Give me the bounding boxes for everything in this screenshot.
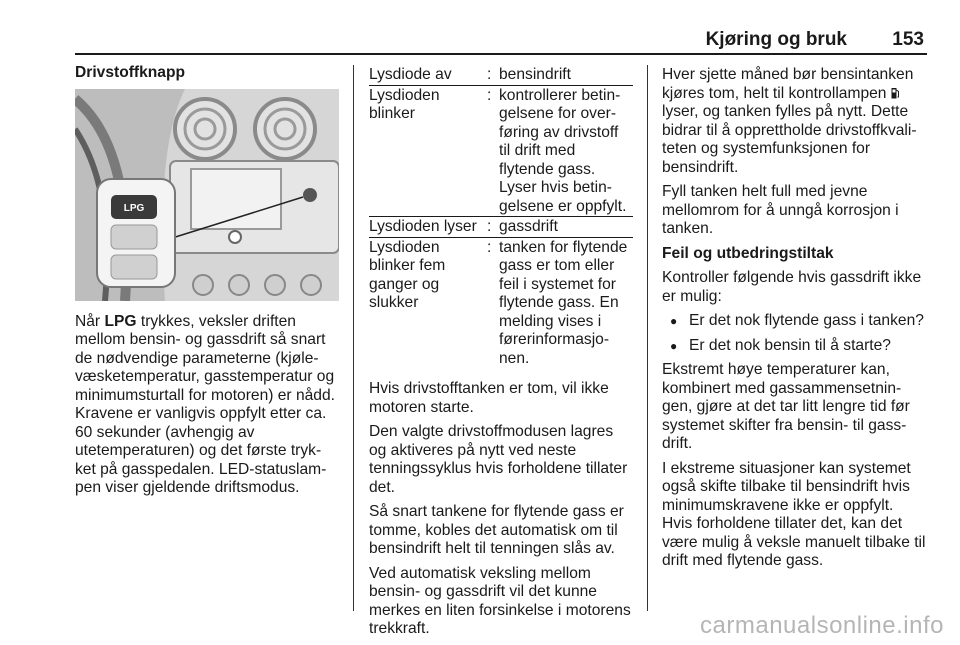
- paragraph: Fyll tanken helt full med jevne mellomrom for å unngå korrosjon i tanken.: [662, 183, 899, 237]
- para-text-after: trykkes, veksler driften mellom bensin- og gassdrift så snart de nødvendige parameterne (kjøle-væsketemperatur, gasstemperatur og minimumsturtall for motoren) er nådd. Kravene er vanligvis oppfylt etter ca. 60 sekunder (avhengig av utetemperaturen) og det første tryk-ket på gasspedalen. LED-statuslam-pen viser gjeldende driftsmodus.: [75, 312, 335, 496]
- header-rule: [75, 53, 927, 55]
- fuel-pump-icon: [891, 87, 900, 99]
- led-meaning: tanken for flytende gass er tom eller feil i systemet for flytende gass. En melding vises i førerinformasjo-nen.: [499, 238, 628, 367]
- column-divider-2: [647, 65, 648, 611]
- table-row: Lysdioden lyser : gassdrift: [369, 217, 633, 238]
- dashboard-drawing: [75, 89, 339, 301]
- led-meaning: gassdrift: [499, 217, 633, 238]
- paragraph: Den valgte drivstoffmodusen lagres og aktiveres på nytt ved neste tenningssyklus hvis forholdene tillater det.: [369, 423, 628, 496]
- lpg-description: [75, 313, 341, 498]
- column-2: [369, 66, 633, 645]
- led-meaning: kontrollerer betin-gelsene for over-føring av drivstoff til drift med flytende gass. Lyser hvis betin-gelsene er oppfylt.: [499, 85, 633, 217]
- led-state: Lysdioden blinker fem ganger og slukker: [369, 238, 446, 311]
- paragraph: [662, 66, 928, 177]
- watermark: carmanualsonline.info: [700, 612, 944, 639]
- led-state: Lysdioden lyser: [369, 217, 487, 238]
- list-item: ● Er det nok flytende gass i tanken?: [662, 312, 928, 331]
- led-meaning: bensindrift: [499, 66, 633, 85]
- paragraph: Ved automatisk veksling mellom bensin- og gassdrift vil det kunne merkes en liten forsinkelse i motorens trekkraft.: [369, 564, 631, 637]
- lpg-bold-term: LPG: [104, 312, 137, 330]
- chapter-title: Kjøring og bruk: [705, 29, 847, 50]
- check-list: [662, 312, 928, 355]
- paragraph: I ekstreme situasjoner kan systemet også skifte tilbake til bensindrift hvis minimumskravene ikke er oppfylt. Hvis forholdene tillater det, kan det være mulig å veksle manuelt tilbake til drift med flytende gass.: [662, 459, 926, 569]
- para-text-before: Når: [75, 312, 105, 330]
- led-state: Lysdiode av: [369, 66, 487, 85]
- paragraph: Hvis drivstofftanken er tom, vil ikke motoren starte.: [369, 380, 609, 416]
- para-text-after: lyser, og tanken fylles på nytt. Dette bidrar til å opprettholde drivstoffkvali-teten og systemfunksjonen for bensindrift.: [662, 103, 917, 176]
- table-row: Lysdioden blinker : kontrollerer betin-gelsene for over-føring av drivstoff til drift med flytende gass. Lyser hvis betin-gelsene er oppfylt.: [369, 85, 633, 217]
- paragraph: Så snart tankene for flytende gass er tomme, kobles det automatisk om til bensindrift helt til tenningen slås av.: [369, 503, 624, 557]
- led-state: Lysdioden blinker: [369, 85, 487, 217]
- paragraph: Ekstremt høye temperaturer kan, kombinert med gassammensetnin-gen, gjøre at det tar litt lengre tid før systemet skifter fra bensin- til gass-drift.: [662, 361, 910, 452]
- led-status-table: [369, 66, 633, 368]
- column-1: [75, 64, 341, 504]
- para-text-before: Hver sjette måned bør bensintanken kjøres tom, helt til kontrollampen: [662, 66, 914, 102]
- table-row: Lysdioden blinker fem ganger og slukker : tanken for flytende gass er tom eller feil i systemet for flytende gass. En melding vises i førerinformasjo-nen.: [369, 237, 633, 368]
- column-3: [662, 66, 928, 577]
- page-number: 153: [892, 29, 924, 50]
- table-row: Lysdiode av : bensindrift: [369, 66, 633, 85]
- dashboard-illustration: [75, 89, 339, 301]
- list-item: ● Er det nok bensin til å starte?: [662, 337, 928, 356]
- section-heading: Drivstoffknapp: [75, 64, 186, 81]
- subheading: Feil og utbedringstiltak: [662, 244, 834, 262]
- lpg-button-label: LPG: [123, 202, 145, 214]
- column-divider-1: [353, 65, 354, 611]
- paragraph: Kontroller følgende hvis gassdrift ikke er mulig:: [662, 269, 922, 305]
